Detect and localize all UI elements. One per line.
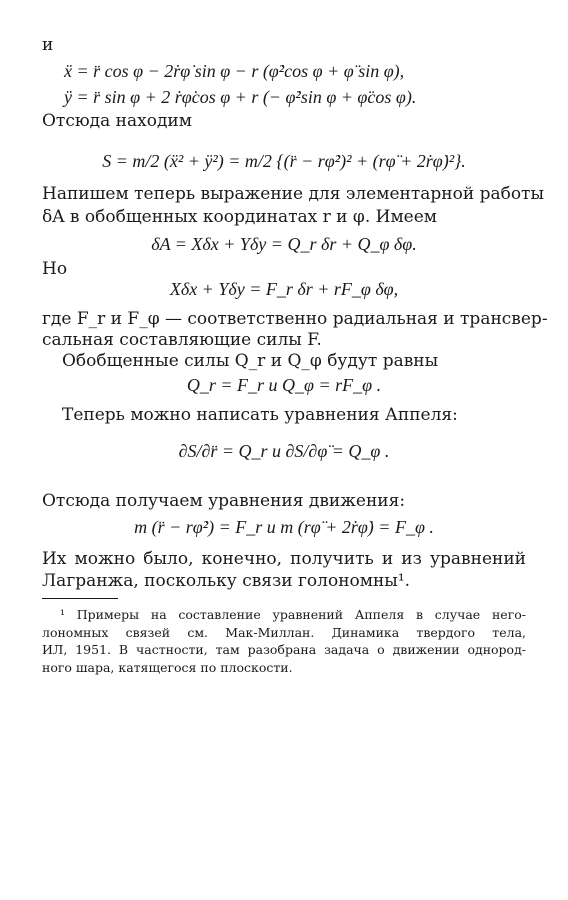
text-line: Отсюда находим [42,111,192,131]
footnote-line: ¹ Примеры на составление уравнений Аппеля в случае него- [60,607,526,622]
footnote-separator [42,598,118,599]
text-line: и [42,35,54,55]
text-line: Их можно было, конечно, получить и из уравнений [42,549,526,569]
text-line: сальная составляющие силы F. [42,330,322,350]
equation-work-forces: Xδx + Yδy = F_r δr + rF_φ δφ, [169,279,399,299]
text-line: Отсюда получаем уравнения движения: [42,491,406,511]
text-line: Напишем теперь выражение для элементарной работы [42,184,544,204]
text-line: δA в обобщенных координатах r и φ. Имеем [42,207,438,227]
equation-elementary-work: δA = Xδx + Yδy = Q_r δr + Q_φ δφ. [151,234,417,254]
text-line: Теперь можно написать уравнения Аппеля: [62,405,458,425]
footnote-line: ИЛ, 1951. В частности, там разобрана задача о движении однород- [42,642,526,657]
text-line: где F_r и F_φ — соответственно радиальная и трансвер- [42,309,548,329]
equation-appell: ∂S/∂r̈ = Q_r и ∂S/∂φ̈ = Q_φ . [178,441,390,461]
equation-x-acceleration: ẍ = r̈ cos φ − 2ṙφ̇ sin φ − r (φ̇²cos φ + φ̈ sin φ), [64,61,405,81]
text-line: Лагранжа, поскольку связи голономны¹. [42,571,411,591]
equation-y-acceleration: ÿ = r̈ sin φ + 2 ṙφ̇cos φ + r (− φ̇²sin φ + φ̈cos φ). [64,87,417,107]
footnote-line: лономных связей см. Мак-Миллан. Динамика твердого тела, [42,625,526,640]
text-line: Но [42,259,68,279]
footnote-line: ного шара, катящегося по плоскости. [42,660,293,675]
equation-motion: m (r̈ − rφ̇²) = F_r и m (rφ̈ + 2ṙφ̇) = F_φ . [134,517,434,537]
equation-generalized-forces: Q_r = F_r и Q_φ = rF_φ . [186,375,382,395]
equation-acceleration-energy: S = m/2 (ẍ² + ÿ²) = m/2 {(r̈ − rφ̇²)² + (rφ̈ + 2ṙφ̇)²}. [102,151,466,171]
text-line: Обобщенные силы Q_r и Q_φ будут равны [62,351,439,371]
